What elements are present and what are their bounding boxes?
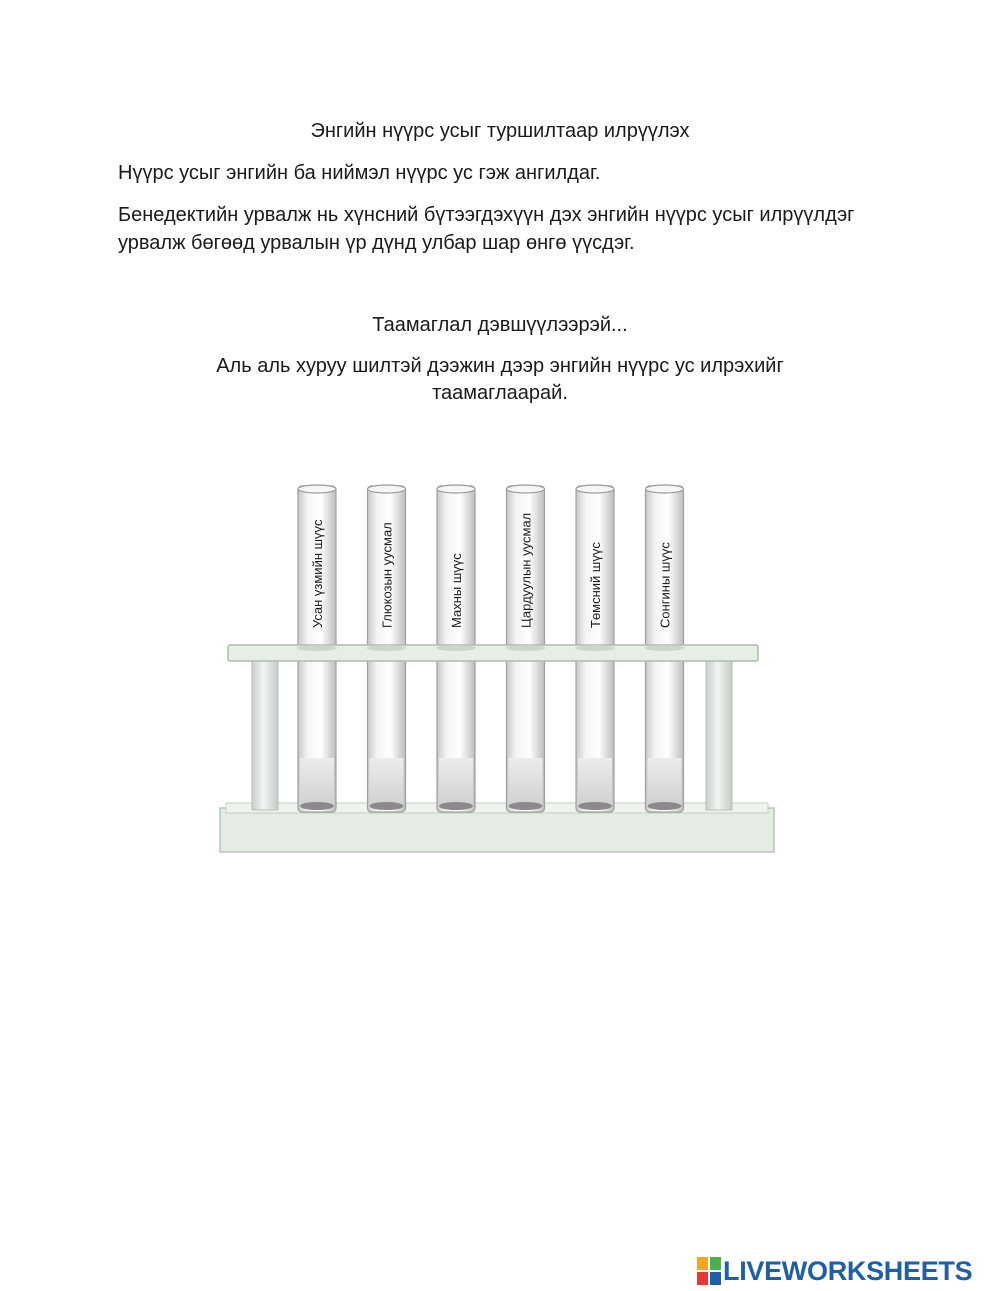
shelf-hole [297,645,337,651]
test-tube-rim [507,485,545,493]
test-tube-bottom [578,802,612,810]
shelf-hole [645,645,685,651]
rack-base [220,808,774,852]
test-tube-rim [298,485,336,493]
test-tube-label: Глюкозын уусмал [379,522,395,628]
shelf-hole [367,645,407,651]
test-tube-label: Төмсний шүүс [588,542,603,628]
reagent-paragraph: Бенедектийн урвалж нь хүнсний бүтээгдэхүүн дэх энгийн нүүрс усыг илрүүлдэг урвалж бөгөөд урвалын үр дүнд улбар шар өнгө үүсдэг. [118,204,855,254]
shelf-hole [506,645,546,651]
test-tube-rim [437,485,475,493]
page-title: Энгийн нүүрс усыг туршилтаар илрүүлэх [310,120,690,142]
test-tube-label: Сонгины шүүс [657,542,673,628]
test-tube-bottom [300,802,334,810]
liveworksheets-watermark [697,1253,972,1289]
liveworksheets-logo-icon [697,1257,721,1285]
rack-post-left [252,660,278,810]
rack-post-right [706,660,732,810]
test-tube-liquid [439,758,473,808]
intro-paragraph: Нүүрс усыг энгийн ба ниймэл нүүрс ус гэж ангилдаг. [118,162,601,184]
test-tube-bottom [648,802,682,810]
test-tube-label: Усан үзмийн шүүс [310,519,325,628]
shelf-hole [575,645,615,651]
test-tube-label: Цардуулын уусмал [518,512,534,628]
watermark-text: LIVEWORKSHEETS [723,1255,973,1286]
test-tube-liquid [578,758,612,808]
test-tube-bottom [370,802,404,810]
test-tube-rim [576,485,614,493]
test-tube-liquid [300,758,334,808]
test-tube-bottom [439,802,473,810]
test-tube-rim [368,485,406,493]
hypothesis-heading: Таамаглал дэвшүүлээрэй... [372,314,628,336]
shelf-hole [436,645,476,651]
test-tube-rim [646,485,684,493]
test-tube-liquid [370,758,404,808]
prediction-question: Аль аль хуруу шилтэй дээжин дээр энгийн нүүрс ус илрэхийг таамаглаарай. [216,355,784,404]
test-tube-bottom [509,802,543,810]
test-tube-label: Махны шүүс [449,553,464,628]
test-tube-liquid [648,758,682,808]
test-tube-liquid [509,758,543,808]
